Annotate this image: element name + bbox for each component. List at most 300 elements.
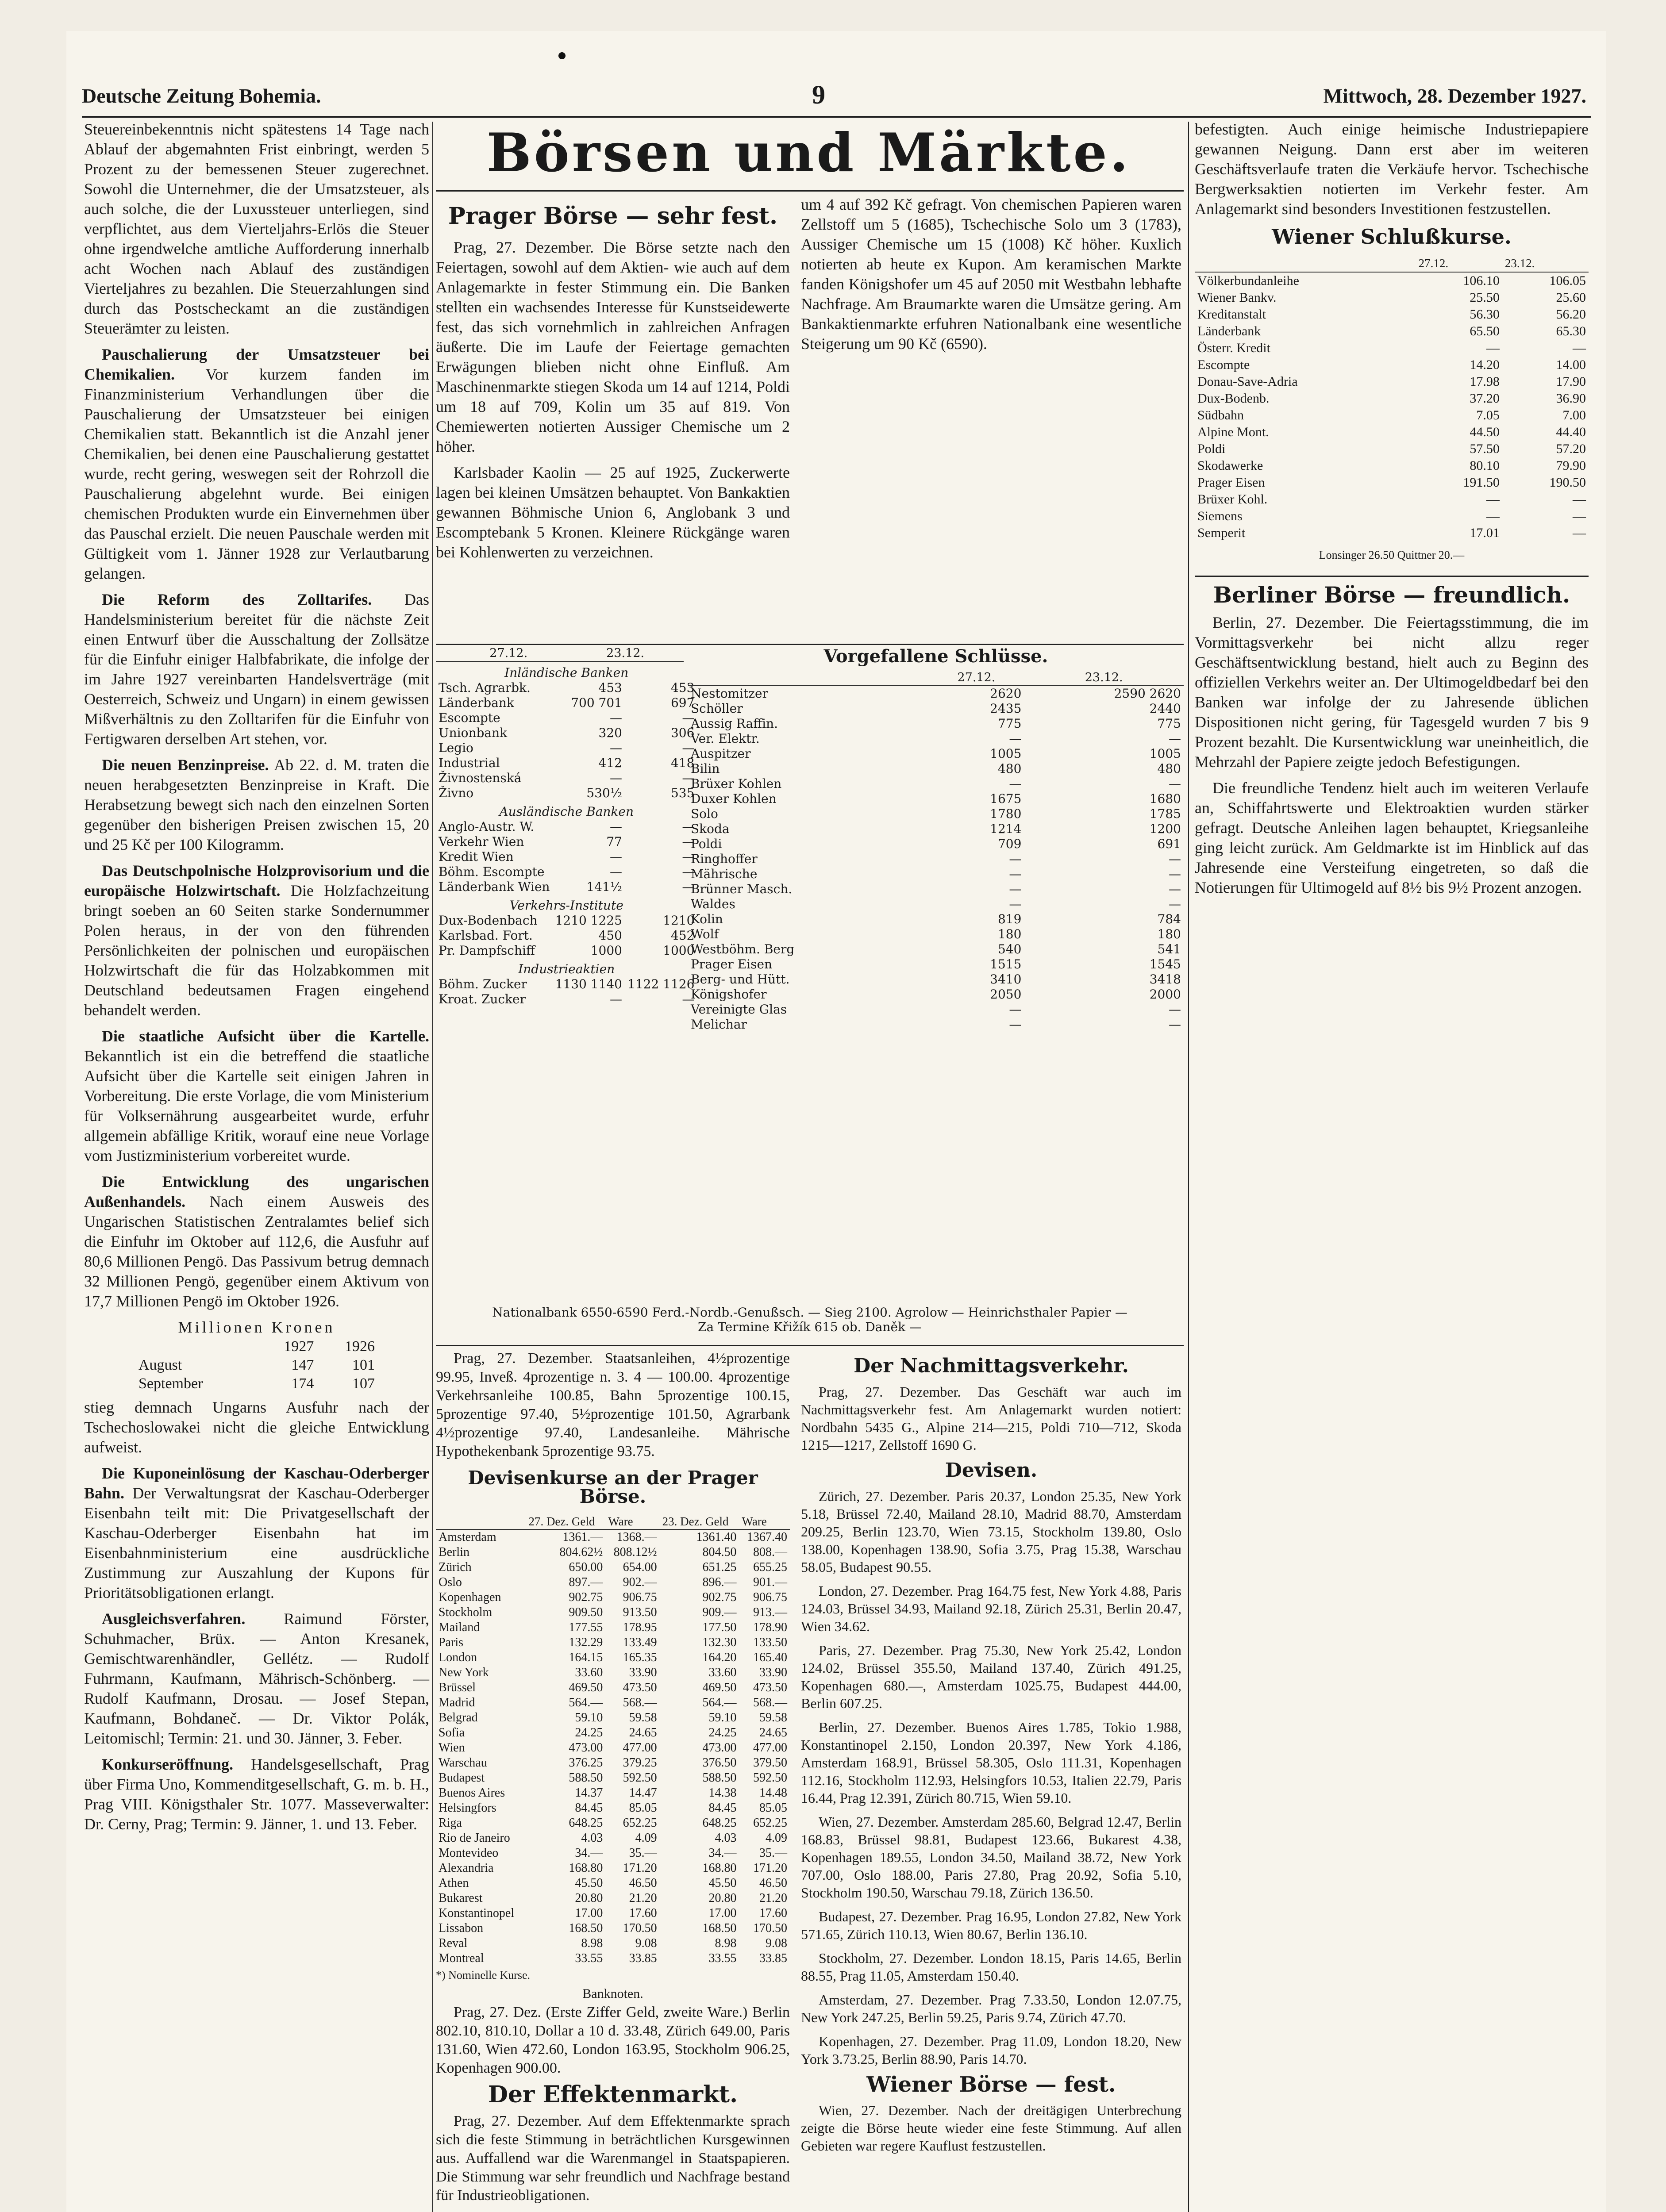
article-heading: Die Entwicklung des ungarischen Außenhandels. [84, 1173, 429, 1210]
row-value: 913.50 [623, 1605, 657, 1619]
row-value: 132.30 [702, 1636, 737, 1649]
section-label: Inländische Banken [504, 665, 629, 680]
row-label: Lissabon [439, 1921, 484, 1935]
row-value: 44.40 [1556, 425, 1586, 439]
row-value: 453 [598, 680, 622, 695]
row-value: 45.50 [575, 1876, 603, 1890]
row-label: Reval [439, 1936, 468, 1950]
article-heading: Pauschalierung der Umsatzsteuer bei Chemikalien. [84, 346, 429, 383]
row-value: 530½ [586, 786, 622, 800]
row-value: 306 [670, 726, 695, 740]
row-label: Dux-Bodenb. [1197, 391, 1270, 406]
row-label: Nestomitzer [691, 686, 769, 701]
table-row [1195, 357, 1589, 373]
row-value: — [609, 771, 622, 785]
row-value: 1361.40 [696, 1530, 737, 1544]
row-value: 588.50 [569, 1771, 603, 1785]
row-value: — [1009, 1002, 1022, 1017]
row-value: 906.75 [623, 1590, 657, 1604]
table-row [436, 1755, 790, 1770]
row-label: Warschau [439, 1756, 487, 1770]
row-value: 180 [1157, 927, 1181, 941]
row-value: 1545 [1149, 957, 1181, 972]
row-label: Waldes [691, 897, 735, 911]
row-value: 1210 1225 [555, 913, 622, 928]
article-text: Wien, 27. Dezember. Nach der dreitägigen Unterbrechung zeigte die Börse heute wieder eine feste Stimmung. Auf allen Gebieten war regere Kauflust festzustellen. [801, 2102, 1181, 2154]
row-label: Poldi [1197, 442, 1226, 456]
row-value: 17.00 [575, 1906, 603, 1920]
row-value: — [1486, 492, 1500, 507]
table-row [1195, 457, 1589, 474]
title-rule [436, 190, 1184, 192]
row-label: Bilin [691, 761, 720, 776]
table-row [688, 686, 1184, 701]
row-label: Berlin [439, 1545, 469, 1559]
section-label: Verkehrs-Institute [509, 898, 623, 913]
article-heading: Der Nachmittagsverkehr. [854, 1355, 1129, 1377]
row-value: 480 [1157, 761, 1181, 776]
row-label: Kroat. Zucker [439, 992, 526, 1006]
row-value: 376.50 [702, 1756, 737, 1770]
row-label: Karlsbad. Fort. [439, 928, 533, 943]
row-value: 46.50 [759, 1876, 787, 1890]
row-label: Prager Eisen [691, 957, 773, 972]
table-footnote: Lonsinger 26.50 Quittner 20.— [1319, 549, 1465, 561]
row-value: 1000 [590, 943, 622, 958]
table-row [436, 680, 697, 695]
row-value: 909.50 [569, 1605, 603, 1619]
row-label: Kolin [691, 912, 723, 926]
row-label: Brüxer Kohl. [1197, 492, 1268, 507]
table-row: September 174 107 [139, 1375, 375, 1392]
table-row [436, 849, 697, 864]
column-divider [432, 122, 433, 2212]
row-value: 902.— [623, 1575, 657, 1589]
row-value: 909.— [702, 1605, 737, 1619]
row-value: 808.12½ [613, 1545, 657, 1559]
table-row [688, 776, 1184, 791]
table-heading: Devisenkurse an der Prager Börse. [468, 1467, 758, 1507]
row-value: 1130 1140 [555, 977, 622, 991]
row-value: 320 [598, 726, 622, 740]
row-value: — [1573, 341, 1586, 355]
row-label: Sofia [439, 1726, 465, 1740]
row-value: 33.85 [759, 1951, 787, 1965]
row-value: 1680 [1149, 791, 1181, 806]
table-note: *) Nominelle Kurse. [436, 1969, 531, 1982]
row-value: 1515 [990, 957, 1022, 972]
row-value: 65.30 [1556, 324, 1586, 338]
row-value: 180 [997, 927, 1022, 941]
row-label: Rio de Janeiro [439, 1831, 510, 1845]
table-row [688, 822, 1184, 837]
table-row [436, 1529, 790, 1545]
row-value: 21.20 [629, 1891, 657, 1905]
table-row [436, 1575, 790, 1590]
row-value: 168.50 [569, 1921, 603, 1935]
table-row [1195, 525, 1589, 541]
row-label: Semperit [1197, 526, 1246, 540]
column-header [436, 1514, 526, 1529]
row-value: 1000 [663, 943, 695, 958]
row-value: — [682, 992, 695, 1006]
row-value: — [682, 879, 695, 894]
row-value: 80.10 [1470, 458, 1500, 473]
column-header: 23. Dez. Geld [660, 1514, 739, 1529]
row-value: 171.20 [623, 1861, 657, 1875]
row-label: Kopenhagen [439, 1590, 501, 1604]
row-label: Königshofer [691, 987, 767, 1002]
row-label: Mailand [439, 1621, 480, 1634]
row-value: 2050 [990, 987, 1022, 1002]
table-row [1195, 373, 1589, 390]
row-label: Tsch. Agrarbk. [439, 680, 531, 695]
row-value: — [609, 741, 622, 755]
row-value: 168.80 [702, 1861, 737, 1875]
row-label: Wiener Bankv. [1197, 290, 1277, 305]
row-value: 9.08 [635, 1936, 657, 1950]
row-label: Donau-Save-Adria [1197, 374, 1298, 389]
column-header: 27. Dez. Geld [526, 1514, 605, 1529]
article-ungarn: Die Entwicklung des ungarischen Außenhandels. Nach einem Ausweis des Ungarischen Statistischen Zentralamtes belief sich die Einfuhr im Oktober auf 112,6, die Ausfuhr auf 80,6 Millionen Pengö. Das Passivum betrug demnach 32 Millionen Pengö, gegenüber einem Aktivum von 17,7 Millionen Pengö im Oktober 1926. [84, 1173, 429, 1310]
row-value: 14.37 [575, 1786, 603, 1800]
row-value: — [609, 992, 622, 1006]
row-value: 8.98 [715, 1936, 737, 1950]
row-value: — [682, 864, 695, 879]
row-value: 7.00 [1562, 408, 1586, 422]
row-value: 1210 [663, 913, 695, 928]
row-value: — [1009, 897, 1022, 911]
row-label: Alexandria [439, 1861, 494, 1875]
row-value: — [1009, 867, 1022, 881]
row-value: 412 [598, 756, 622, 770]
row-label: Österr. Kredit [1197, 341, 1270, 355]
table-title: Millionen Kronen [178, 1318, 335, 1336]
row-value: 77 [606, 834, 622, 849]
column-1 [84, 119, 429, 2212]
row-value: 24.25 [575, 1726, 603, 1740]
row-value: 1367.40 [747, 1530, 787, 1544]
row-value: 132.29 [569, 1636, 603, 1649]
row-label: Skoda [691, 822, 730, 836]
row-value: 469.50 [569, 1681, 603, 1694]
article-heading: Prager Börse — sehr fest. [448, 203, 778, 230]
table-row [436, 1906, 790, 1921]
row-value: — [1486, 509, 1500, 523]
row-value: — [1486, 341, 1500, 355]
row-label: Aussig Raffin. [691, 716, 778, 731]
row-value: 33.60 [708, 1666, 737, 1679]
row-value: 14.20 [1470, 357, 1500, 372]
table-row [436, 1770, 790, 1786]
section-label: Industrieaktien [518, 962, 615, 976]
row-value: 473.00 [569, 1741, 603, 1755]
row-label: Buenos Aires [439, 1786, 505, 1800]
row-value: 14.38 [708, 1786, 737, 1800]
row-label: Melichar [691, 1017, 747, 1032]
row-value: 14.48 [759, 1786, 787, 1800]
section-title: Börsen und Märkte. [486, 122, 1131, 184]
row-value: 650.00 [569, 1560, 603, 1574]
table-row [688, 927, 1184, 942]
row-value: 376.25 [569, 1756, 603, 1770]
row-value: 902.75 [702, 1590, 737, 1604]
row-value: 20.80 [575, 1891, 603, 1905]
row-value: 178.90 [753, 1621, 787, 1634]
row-value: 697 [670, 695, 695, 710]
row-label: Madrid [439, 1696, 475, 1709]
row-value: 33.90 [629, 1666, 657, 1679]
row-value: 906.75 [753, 1590, 787, 1604]
row-label: Kredit Wien [439, 849, 514, 864]
row-label: Riga [439, 1816, 462, 1830]
row-value: 648.25 [569, 1816, 603, 1830]
row-label: Zürich [439, 1560, 472, 1574]
row-value: 902.75 [569, 1590, 603, 1604]
row-label: Legio [439, 741, 473, 755]
row-value: 171.20 [753, 1861, 787, 1875]
row-value: — [609, 710, 622, 725]
article-heading: Konkurseröffnung. [102, 1755, 234, 1773]
row-value: 178.95 [623, 1621, 657, 1634]
punch-hole [558, 52, 566, 59]
row-label: Berg- und Hütt. [691, 972, 790, 987]
table-row [1195, 390, 1589, 407]
table-row [1195, 272, 1589, 289]
article-text: London, 27. Dezember. Prag 164.75 fest, New York 4.88, Paris 124.03, Brüssel 34.93, Mailand 92.18, Zürich 25.31, Berlin 20.47, Wien 34.62. [801, 1583, 1181, 1634]
row-value: 568.— [623, 1696, 657, 1709]
column-2-lower [436, 1349, 790, 2212]
row-value: 33.85 [629, 1951, 657, 1965]
row-value: — [682, 741, 695, 755]
article-text: Stockholm, 27. Dezember. London 18.15, Paris 14.65, Berlin 88.55, Prag 11.05, Amsterdam 150.40. [801, 1950, 1181, 1984]
export-table: 1927 1926 August 147 101 September 174 107 [136, 1337, 377, 1393]
row-label: Dux-Bodenbach [439, 913, 538, 928]
table-row [688, 791, 1184, 806]
column-header: Ware [739, 1514, 790, 1529]
table-row [436, 1605, 790, 1620]
row-label: London [439, 1651, 477, 1664]
row-value: 37.20 [1470, 391, 1500, 406]
row-label: Westböhm. Berg [691, 942, 795, 956]
article-text: Prag, 27. Dez. (Erste Ziffer Geld, zweite Ware.) Berlin 802.10, 810.10, Dollar a 10 d. 33.48, Zürich 649.00, Paris 131.60, Wien 472.60, London 163.95, Stockholm 906.25, Kopenhagen 900.00. [436, 2004, 790, 2076]
table-row [436, 1695, 790, 1710]
row-value: 1785 [1149, 806, 1181, 821]
row-value: 808.— [753, 1545, 787, 1559]
prague-exchange-continued [801, 195, 1181, 637]
row-value: 913.— [753, 1605, 787, 1619]
row-value: 17.90 [1556, 374, 1586, 389]
row-label: Schöller [691, 701, 743, 716]
row-label: Wolf [691, 927, 719, 941]
table-row [436, 928, 697, 943]
row-label: Athen [439, 1876, 469, 1890]
row-value: 34.— [708, 1846, 737, 1860]
table-row [436, 1801, 790, 1816]
row-value: 4.03 [715, 1831, 737, 1845]
row-value: 165.40 [753, 1651, 787, 1664]
row-label: Paris [439, 1636, 463, 1649]
row-value: 164.20 [702, 1651, 737, 1664]
row-value: 36.90 [1556, 391, 1586, 406]
table-row [436, 1846, 790, 1861]
article-text: um 4 auf 392 Kč gefragt. Von chemischen Papieren waren Zellstoff um 5 (1685), Tschechische Solo um 3 (1783), Aussiger Chemische um 15 (1008) Kč höher. Kuxlich notierten ab heute ex Kupon. Am keramischen Markte fanden Königshofer um 45 auf 2050 mit Westbahn lebhafte Nachfrage. Am Braumarkte waren die Umsätze gering. Am Bankaktienmarkte erfuhren Nationalbank eine wesentliche Steigerung um 90 Kč (6590). [801, 196, 1181, 353]
row-label: Länderbank [439, 695, 514, 710]
row-value: 33.90 [759, 1666, 787, 1679]
table-row [436, 992, 697, 1007]
row-value: 469.50 [702, 1681, 737, 1694]
row-label: Poldi [691, 837, 722, 851]
row-label: Bukarest [439, 1891, 483, 1905]
row-label: Živno [439, 786, 474, 800]
row-label: Verkehr Wien [439, 834, 524, 849]
article-holz: Das Deutschpolnische Holzprovisorium und die europäische Holzwirtschaft. Die Holzfachzeitung bringt soeben an 60 Seiten starke Sondernummer Polen heraus, in der von den führenden Persönlichkeiten der polnischen und europäischen Holzwirtschaft die für das Holzabkommen mit Deutschland bedeutsamen Fragen eingehend behandelt werden. [84, 862, 429, 1019]
table-row [436, 756, 697, 771]
row-value: 775 [1157, 716, 1181, 731]
row-value: 896.— [702, 1575, 737, 1589]
table-row [436, 1891, 790, 1906]
table-heading: Wiener Schlußkurse. [1272, 225, 1512, 249]
row-label: Budapest [439, 1771, 485, 1785]
article-text: Wien, 27. Dezember. Amsterdam 285.60, Belgrad 12.47, Berlin 168.83, Brüssel 98.81, Budapest 123.66, Bukarest 4.38, Kopenhagen 189.55, London 34.50, Mailand 38.72, New York 707.00, Oslo 188.00, Paris 27.80, Prag 20.92, Sofia 5.10, Stockholm 190.50, Warschau 79.18, Zürich 136.50. [801, 1814, 1181, 1901]
row-value: 1214 [990, 822, 1022, 836]
row-value: 2620 [990, 686, 1022, 701]
row-value: 2000 [1149, 987, 1181, 1002]
row-label: Siemens [1197, 509, 1243, 523]
table-row [688, 867, 1184, 882]
row-value: 4.03 [581, 1831, 603, 1845]
row-label: Brüxer Kohlen [691, 776, 782, 791]
domestic-stocks-table: 27.12. 23.12. Inländische Banken Tsch. Agrarbk. 453 453 Länderbank 700 701 697 Escompte — — Unionbank 320 306 Legio — — Industrial 412 418 Živnostenská — — Živno 530½ 535 Ausländische Banken Anglo-Austr. W. — — Verkehr Wien 77 — Kredit Wien — — Böhm. Escompte — — Länderbank Wien 141½ — Verkehrs-Institute Dux-Bodenbach 1210 1225 1210 Karlsbad. Fort. 450 452 Pr. Dampfschiff 1000 1000 Industrieaktien Böhm. Zucker 1130 1140 1122 1126 Kroat. Zucker — — [436, 646, 684, 1301]
row-label: Skodawerke [1197, 458, 1263, 473]
row-label: Pr. Dampfschiff [439, 943, 535, 958]
article-heading: Die Kuponeinlösung der Kaschau-Oderberger Bahn. [84, 1464, 429, 1502]
row-value: — [609, 849, 622, 864]
table-row [436, 1725, 790, 1740]
row-value: 655.25 [753, 1560, 787, 1574]
row-value: 7.05 [1476, 408, 1500, 422]
table-row [436, 1936, 790, 1951]
row-label: Auspitzer [691, 746, 751, 761]
row-label: Oslo [439, 1575, 462, 1589]
row-value: 133.50 [753, 1636, 787, 1649]
row-value: 1675 [990, 791, 1022, 806]
table-row [688, 731, 1184, 746]
article-heading: Devisen. [945, 1459, 1038, 1482]
row-label: Montevideo [439, 1846, 499, 1860]
row-label: Živnostenská [439, 771, 522, 785]
header-page-number: 9 [812, 80, 825, 109]
article-text: Karlsbader Kaolin — 25 auf 1925, Zuckerwerte lagen bei kleinen Umsätzen behauptet. Von Bankaktien gewannen Böhmische Union 6, Anglobank 3 und Escomptebank 5 Kronen. Kleinere Rückgänge waren bei Kohlenwerten zu verzeichnen. [436, 464, 790, 561]
table-row [436, 913, 697, 928]
row-value: 535 [670, 786, 695, 800]
row-value: 819 [997, 912, 1022, 926]
row-value: 477.00 [753, 1741, 787, 1755]
table-row [436, 1680, 790, 1695]
table-row [436, 1740, 790, 1755]
table-row [688, 761, 1184, 776]
row-value: — [682, 771, 695, 785]
table-footnote: Nationalbank 6550-6590 Ferd.-Nordb.-Genußsch. — Sieg 2100. Agrolow — Heinrichsthaler Papier — Za Termine Křižík 615 ob. Daněk — [492, 1305, 1127, 1334]
row-value: 592.50 [753, 1771, 787, 1785]
article-pauschal: Pauschalierung der Umsatzsteuer bei Chemikalien. Vor kurzem fanden im Finanzministerium Verhandlungen über die Pauschalierung der Umsatzsteuer bei einigen Chemikalien statt. Bekanntlich ist die Anzahl jener Chemikalien, bei denen eine Pauschalierung gestattet wurde, recht gering, weswegen seit der Rohrzoll die Pauschalierung abgelehnt wurde. Bei einigen chemischen Produkten wurde ein Einvernehmen über das Pauschal erzielt. Die neuen Pauschale werden mit Gültigkeit vom 1. Jänner 1928 zur Verlautbarung gelangen. [84, 346, 429, 582]
row-value: 24.25 [708, 1726, 737, 1740]
table-row [436, 1786, 790, 1801]
row-value: — [1009, 776, 1022, 791]
row-value: 14.00 [1556, 357, 1586, 372]
row-value: 1122 1126 [627, 977, 695, 991]
table-row [688, 837, 1184, 852]
table-row [436, 1710, 790, 1725]
row-value: — [1169, 731, 1181, 746]
table-heading: Vorgefallene Schlüsse. [823, 646, 1048, 667]
row-value: 17.60 [629, 1906, 657, 1920]
row-value: 450 [598, 928, 622, 943]
row-value: 4.09 [766, 1831, 787, 1845]
row-label: Montreal [439, 1951, 484, 1965]
row-label: Ringhoffer [691, 852, 758, 866]
row-value: 56.20 [1556, 307, 1586, 322]
row-label: Wien [439, 1741, 465, 1755]
row-value: 568.— [753, 1696, 787, 1709]
article-heading: Das Deutschpolnische Holzprovisorium und die europäische Holzwirtschaft. [84, 862, 429, 899]
row-value: 170.50 [623, 1921, 657, 1935]
row-value: 473.50 [753, 1681, 787, 1694]
closed-deals-table [688, 646, 1184, 1301]
article-benzin: Die neuen Benzinpreise. Ab 22. d. M. traten die neuen herabgesetzten Benzinpreise in Kraft. Die Herabsetzung bewegt sich nach den einzelnen Sorten gegenüber den bisherigen Preisen zwischen 15, 20 und 25 Kč per 100 Kilogramm. [84, 756, 430, 853]
row-value: 480 [997, 761, 1022, 776]
table-subheading: Banknoten. [582, 1986, 643, 2001]
table-row [688, 972, 1184, 987]
column-divider [1188, 122, 1189, 2212]
row-value: 473.50 [623, 1681, 657, 1694]
row-label: Länderbank [1197, 324, 1261, 338]
article-text: Die freundliche Tendenz hielt auch im weiteren Verlaufe an, Schiffahrtswerte und Elektroaktien wurden stärker gefragt. Deutsche Anleihen lagen behauptet, Kriegsanleihe ging leicht zurück. Am Geldmarkte ist im Hinblick auf das Jahresende eine Versteifung eingetreten, so daß die Notierungen für Ultimogeld auf 8½ bis 9½ Prozent anzogen. [1195, 779, 1589, 896]
row-value: 700 701 [571, 695, 622, 710]
row-value: 651.25 [702, 1560, 737, 1574]
header-rule [82, 116, 1591, 118]
table-row [688, 852, 1184, 867]
article-text: Berlin, 27. Dezember. Buenos Aires 1.785, Tokio 1.988, Konstantinopel 2.150, London 20.397, New York 4.186, Amsterdam 168.91, Brüssel 58.305, Oslo 111.31, Kopenhagen 112.16, Stockholm 112.93, Helsingfors 10.53, Italien 22.79, Paris 16.44, Prag 12.391, Zürich 80.715, Wien 59.10. [801, 1719, 1181, 1806]
row-value: 25.60 [1556, 290, 1586, 305]
table-row [1195, 474, 1589, 491]
article-tax-text: Steuereinbekenntnis nicht spätestens 14 Tage nach Ablauf der abgemahnten Frist einbringt, werden 5 Prozent zu der bemessenen Steuer zugerechnet. Sowohl die Unternehmer, die der Umsatzsteuer, als auch solche, die der Luxussteuer unterliegen, sind verpflichtet, aus dem Vierteljahrs-Erlös die Steuer ohne irgendwelche amtliche Aufforderung innerhalb acht Wochen nach Ablauf des zuständigen Vierteljahres zu bezahlen. Die Steuerzahlungen sind durch das Postscheckamt an die zuständigen Steuerämter zu leisten. [84, 120, 429, 337]
article-heading: Die neuen Benzinpreise. [102, 756, 269, 774]
article-heading: Der Effektenmarkt. [488, 2081, 738, 2108]
row-label: Kreditanstalt [1197, 307, 1266, 322]
row-label: Böhm. Escompte [439, 864, 545, 879]
table-row [436, 1665, 790, 1680]
row-value: — [682, 710, 695, 725]
row-value: 541 [1157, 942, 1181, 956]
row-value: 804.50 [702, 1545, 737, 1559]
row-value: 59.58 [629, 1711, 657, 1724]
table-row [436, 1590, 790, 1605]
row-value: 14.47 [629, 1786, 657, 1800]
table-row [436, 1560, 790, 1575]
row-value: 1780 [990, 806, 1022, 821]
article-text: Budapest, 27. Dezember. Prag 16.95, London 27.82, New York 571.65, Zürich 110.13, Wien 80.67, Berlin 136.10. [801, 1909, 1181, 1942]
row-label: Brünner Masch. [691, 882, 793, 896]
row-value: 2590 2620 [1114, 686, 1181, 701]
prague-exchange-article [436, 195, 790, 637]
article-heading: Ausgleichsverfahren. [102, 1610, 246, 1628]
column-header: Ware [605, 1514, 659, 1529]
row-label: Industrial [439, 756, 500, 770]
row-value: 652.25 [623, 1816, 657, 1830]
table-row [1195, 407, 1589, 424]
row-label: Belgrad [439, 1711, 478, 1724]
